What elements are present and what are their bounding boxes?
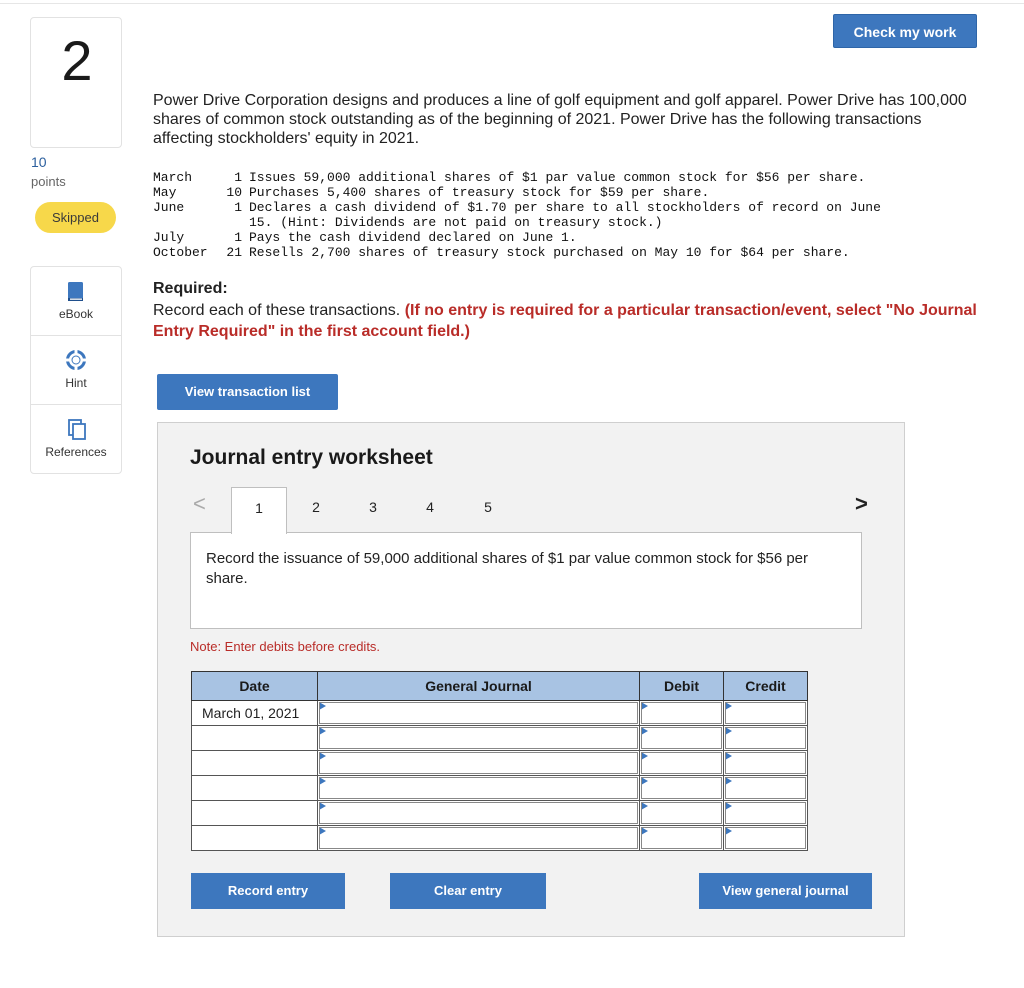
account-select[interactable] [318,801,640,826]
account-select[interactable] [318,826,640,851]
journal-table [191,671,808,851]
transaction-prompt: Record the issuance of 59,000 additional shares of $1 par value common stock for $56 per share. [206,550,809,587]
question-number-card [30,17,122,148]
date-cell[interactable] [192,801,318,826]
transaction-day: 1 [234,200,242,215]
transactions-list [153,170,979,260]
book-icon [67,281,85,303]
tab-1[interactable]: 1 [231,487,287,534]
table-row [192,726,808,751]
entry-note: Note: Enter debits before credits. [190,639,381,654]
column-header-date: Date [192,672,318,701]
credit-input[interactable] [724,751,808,776]
required-heading: Required: [153,280,228,297]
ebook-label: eBook [58,307,94,321]
instruction-warning: (If no entry is required for a particular transaction/event, select "No Journal Entry Required" in the first account field.) [153,302,977,340]
transaction-day [223,215,249,230]
account-select[interactable] [318,776,640,801]
transaction-month [153,215,223,230]
journal-worksheet [157,422,905,937]
date-cell[interactable] [192,826,318,851]
transaction-month: June [153,200,185,215]
tab-4[interactable]: 4 [426,499,434,515]
top-divider [0,3,1024,4]
transaction-desc: 15. (Hint: Dividends are not paid on treasury stock.) [249,215,663,230]
transaction-month: October [153,245,208,260]
transaction-row [153,215,979,230]
tab-3[interactable]: 3 [369,499,377,515]
points-value: 10 [31,154,47,170]
tools-panel [30,266,122,474]
transaction-month: March [153,170,193,185]
tab-2[interactable]: 2 [312,499,320,515]
table-row [192,751,808,776]
column-header-general-journal: General Journal [318,672,640,701]
references-label: References [45,445,107,459]
prompt-box [190,532,862,629]
debit-input[interactable] [640,751,724,776]
hint-button[interactable] [31,336,121,404]
instruction-text: Record each of these transactions. [153,302,401,319]
transaction-month: May [153,185,177,200]
credit-input[interactable] [724,701,808,726]
points-label: points [31,174,66,189]
transaction-day: 10 [226,185,242,200]
transaction-day: 1 [234,170,242,185]
transaction-desc: Pays the cash dividend declared on June 1. [249,230,577,245]
date-cell[interactable]: March 01, 2021 [192,701,318,726]
table-row [192,701,808,726]
transaction-row [153,230,979,245]
account-select[interactable] [318,701,640,726]
view-general-journal-button[interactable]: View general journal [699,873,872,909]
view-transaction-list-button[interactable]: View transaction list [157,374,338,410]
clear-entry-button[interactable]: Clear entry [390,873,546,909]
transaction-desc: Purchases 5,400 shares of treasury stock for $59 per share. [249,185,710,200]
instructions [153,300,983,342]
transaction-day: 1 [234,230,242,245]
debit-input[interactable] [640,801,724,826]
transaction-row [153,170,979,185]
column-header-credit: Credit [724,672,808,701]
hint-label: Hint [65,376,87,390]
next-icon[interactable]: > [855,491,868,516]
credit-input[interactable] [724,726,808,751]
credit-input[interactable] [724,826,808,851]
transaction-desc: Issues 59,000 additional shares of $1 par value common stock for $56 per share. [249,170,866,185]
record-entry-button[interactable]: Record entry [191,873,345,909]
transaction-row [153,245,979,260]
transaction-month: July [153,230,185,245]
table-row [192,801,808,826]
debit-input[interactable] [640,701,724,726]
worksheet-title: Journal entry worksheet [190,446,433,469]
debit-input[interactable] [640,726,724,751]
transaction-desc: Resells 2,700 shares of treasury stock purchased on May 10 for $64 per share. [249,245,850,260]
transaction-desc: Declares a cash dividend of $1.70 per share to all stockholders of record on June [249,200,881,215]
prev-icon[interactable]: < [193,491,206,516]
table-row [192,776,808,801]
tab-5[interactable]: 5 [484,499,492,515]
table-row [192,826,808,851]
status-badge: Skipped [35,202,116,233]
debit-input[interactable] [640,826,724,851]
credit-input[interactable] [724,776,808,801]
account-select[interactable] [318,751,640,776]
account-select[interactable] [318,726,640,751]
ebook-button[interactable] [31,267,121,335]
column-header-debit: Debit [640,672,724,701]
references-button[interactable] [31,405,121,473]
date-cell[interactable] [192,751,318,776]
problem-intro: Power Drive Corporation designs and produces a line of golf equipment and golf apparel. Power Drive has 100,000 shares of common stock outstanding as of the beginning of 2021. Power Drive has the following transactions affecting stockholders' equity in 2021. [153,92,967,147]
check-my-work-button[interactable]: Check my work [833,14,977,48]
transaction-row [153,200,979,215]
transaction-row [153,185,979,200]
date-cell[interactable] [192,776,318,801]
question-number: 2 [61,29,93,92]
documents-icon [67,419,87,441]
lifebuoy-icon [66,350,86,370]
credit-input[interactable] [724,801,808,826]
date-cell[interactable] [192,726,318,751]
debit-input[interactable] [640,776,724,801]
table-header-row [192,672,808,701]
transaction-day: 21 [226,245,242,260]
